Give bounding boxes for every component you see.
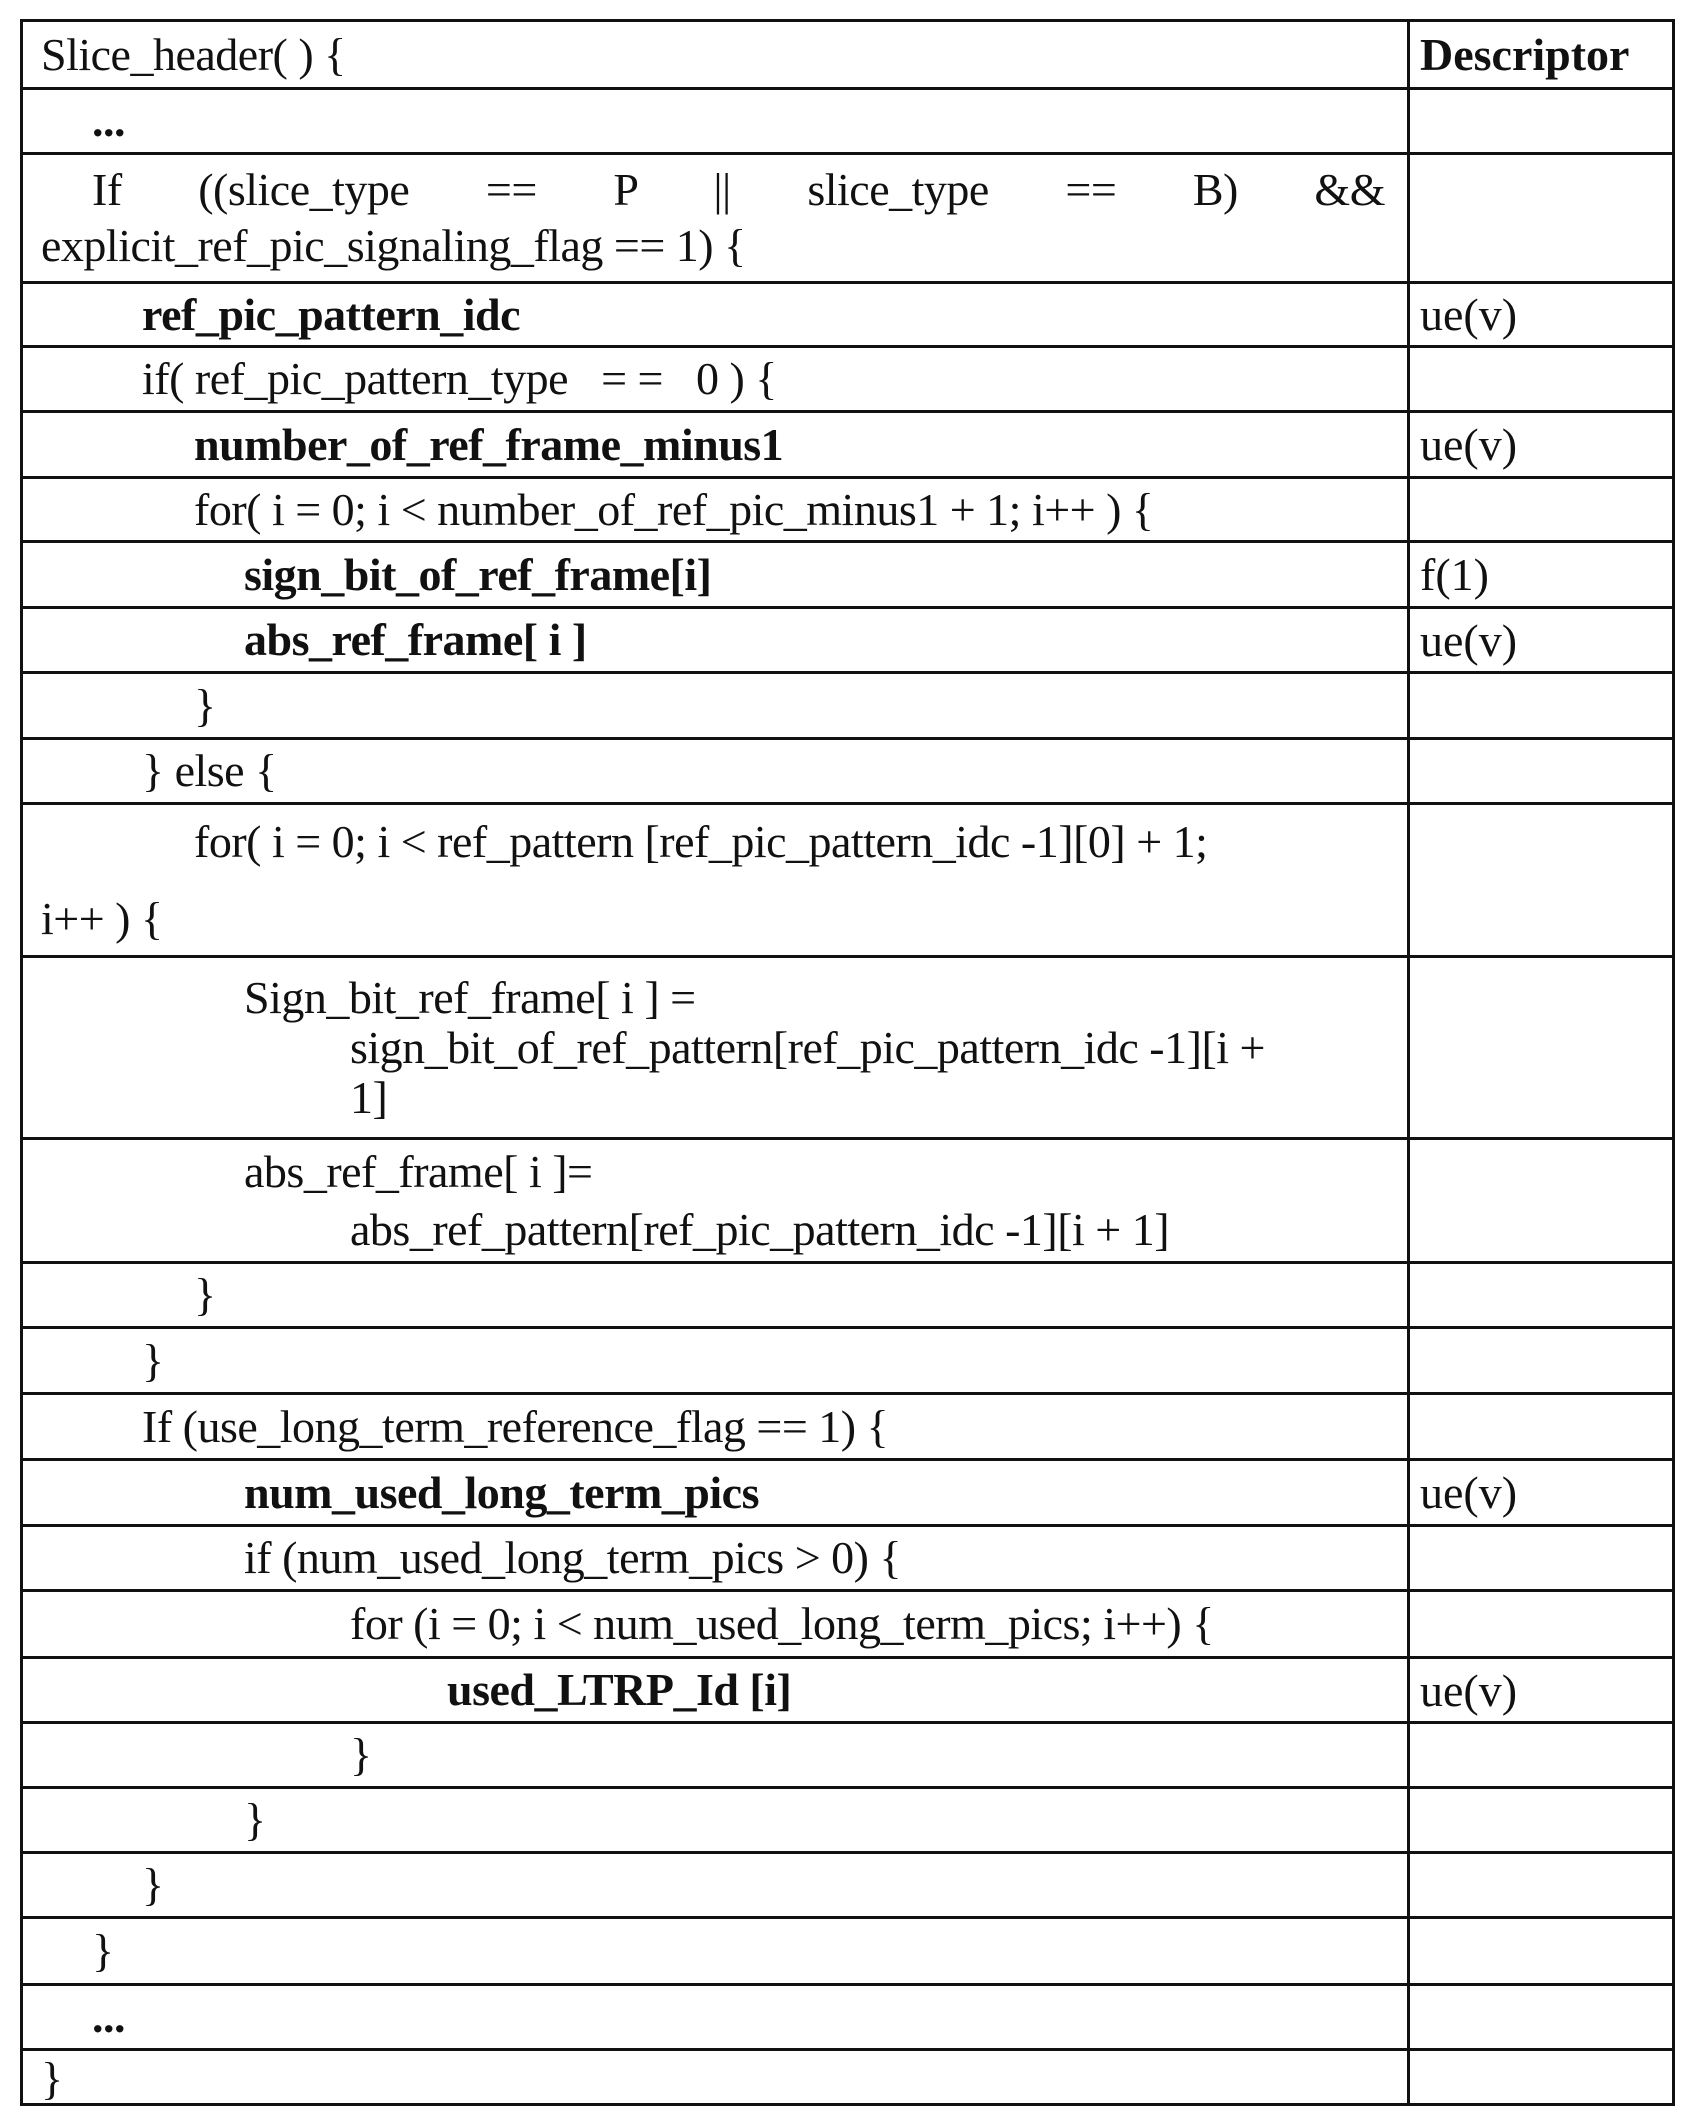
syntax-element: num_used_long_term_pics xyxy=(23,1465,1403,1521)
code-cell xyxy=(23,155,1403,281)
code-line: } xyxy=(23,1857,1403,1913)
table-row xyxy=(23,1137,1672,1261)
code-cell xyxy=(23,1264,1403,1326)
code-cell xyxy=(23,1986,1403,2048)
table-row xyxy=(23,1326,1672,1392)
header-code-text: Slice_header( ) { xyxy=(23,28,1403,81)
code-cell xyxy=(23,284,1403,345)
descriptor-cell: f(1) xyxy=(1420,543,1489,606)
code-line: } xyxy=(23,2051,1403,2107)
table-row xyxy=(23,87,1672,152)
code-line: } xyxy=(23,1333,1403,1389)
code-line: for (i = 0; i < num_used_long_term_pics; i++) { xyxy=(23,1596,1403,1652)
table-row xyxy=(23,737,1672,802)
code-line: for( i = 0; i < number_of_ref_pic_minus1 + 1; i++ ) { xyxy=(23,482,1403,538)
code-line: abs_ref_pattern[ref_pic_pattern_idc -1][i + 1] xyxy=(23,1201,1403,1259)
table-row xyxy=(23,1721,1672,1786)
table-row xyxy=(23,1983,1672,2048)
code-cell xyxy=(23,543,1403,606)
code-line: i++ ) { xyxy=(23,880,1403,957)
code-cell xyxy=(23,1789,1403,1851)
code-line: Sign_bit_ref_frame[ i ] = xyxy=(23,973,1403,1023)
table-row xyxy=(23,1524,1672,1589)
table-row xyxy=(23,1656,1672,1721)
descriptor-cell: ue(v) xyxy=(1420,284,1517,345)
table-row xyxy=(23,1261,1672,1326)
code-line: if( ref_pic_pattern_type = = 0 ) { xyxy=(23,351,1403,407)
descriptor-cell: ue(v) xyxy=(1420,1659,1517,1721)
table-row xyxy=(23,955,1672,1137)
syntax-element: abs_ref_frame[ i ] xyxy=(23,612,1403,668)
table-row xyxy=(23,345,1672,410)
table-row xyxy=(23,540,1672,606)
table-row xyxy=(23,1392,1672,1458)
code-line: } xyxy=(23,678,1403,734)
code-line: abs_ref_frame[ i ]= xyxy=(23,1143,1403,1201)
code-cell xyxy=(23,1395,1403,1458)
code-line: 1] xyxy=(23,1073,1403,1123)
syntax-element: ... xyxy=(23,1989,1403,2045)
code-cell xyxy=(23,740,1403,802)
header-descriptor: Descriptor xyxy=(1420,22,1629,87)
code-cell xyxy=(23,958,1403,1137)
code-cell xyxy=(23,674,1403,737)
code-line: } xyxy=(23,1792,1403,1848)
code-cell xyxy=(23,1329,1403,1392)
syntax-element: sign_bit_of_ref_frame[i] xyxy=(23,547,1403,603)
descriptor-cell: ue(v) xyxy=(1420,1461,1517,1524)
code-line: If ((slice_type == P || slice_type == B) && xyxy=(23,162,1403,218)
table-row xyxy=(23,802,1672,955)
table-header-row xyxy=(23,22,1672,87)
code-cell xyxy=(23,609,1403,671)
table-row xyxy=(23,476,1672,540)
syntax-element: ... xyxy=(23,93,1403,149)
code-line: If (use_long_term_reference_flag == 1) { xyxy=(23,1399,1403,1455)
code-cell xyxy=(23,413,1403,476)
code-cell xyxy=(23,805,1403,955)
descriptor-cell: ue(v) xyxy=(1420,609,1517,671)
table-row xyxy=(23,1916,1672,1983)
table-row xyxy=(23,1458,1672,1524)
header-code-cell xyxy=(23,22,1403,87)
code-line: } xyxy=(23,1267,1403,1323)
code-cell xyxy=(23,348,1403,410)
table-row xyxy=(23,281,1672,345)
code-cell xyxy=(23,1140,1403,1261)
code-cell xyxy=(23,1854,1403,1916)
table-row xyxy=(23,152,1672,281)
code-line: } xyxy=(23,1923,1403,1979)
code-line: sign_bit_of_ref_pattern[ref_pic_pattern_idc -1][i + xyxy=(23,1023,1403,1073)
table-row xyxy=(23,1589,1672,1656)
code-line: if (num_used_long_term_pics > 0) { xyxy=(23,1530,1403,1586)
syntax-element: number_of_ref_frame_minus1 xyxy=(23,417,1403,473)
code-line: explicit_ref_pic_signaling_flag == 1) { xyxy=(23,218,1403,274)
table-row xyxy=(23,410,1672,476)
code-line: } else { xyxy=(23,743,1403,799)
code-cell xyxy=(23,1919,1403,1983)
syntax-table xyxy=(20,19,1675,2106)
table-row xyxy=(23,1851,1672,1916)
table-row xyxy=(23,1786,1672,1851)
syntax-element: used_LTRP_Id [i] xyxy=(23,1662,1403,1718)
table-row xyxy=(23,606,1672,671)
syntax-element: ref_pic_pattern_idc xyxy=(23,287,1403,343)
code-line: for( i = 0; i < ref_pattern [ref_pic_pattern_idc -1][0] + 1; xyxy=(23,803,1403,880)
code-cell xyxy=(23,1659,1403,1721)
descriptor-cell: ue(v) xyxy=(1420,413,1517,476)
code-cell xyxy=(23,1527,1403,1589)
code-cell xyxy=(23,479,1403,540)
table-row xyxy=(23,671,1672,737)
table-row xyxy=(23,2048,1672,2106)
code-cell xyxy=(23,1592,1403,1656)
code-cell xyxy=(23,90,1403,152)
code-line: } xyxy=(23,1727,1403,1783)
code-cell xyxy=(23,1724,1403,1786)
code-cell xyxy=(23,1461,1403,1524)
code-cell xyxy=(23,2051,1403,2106)
